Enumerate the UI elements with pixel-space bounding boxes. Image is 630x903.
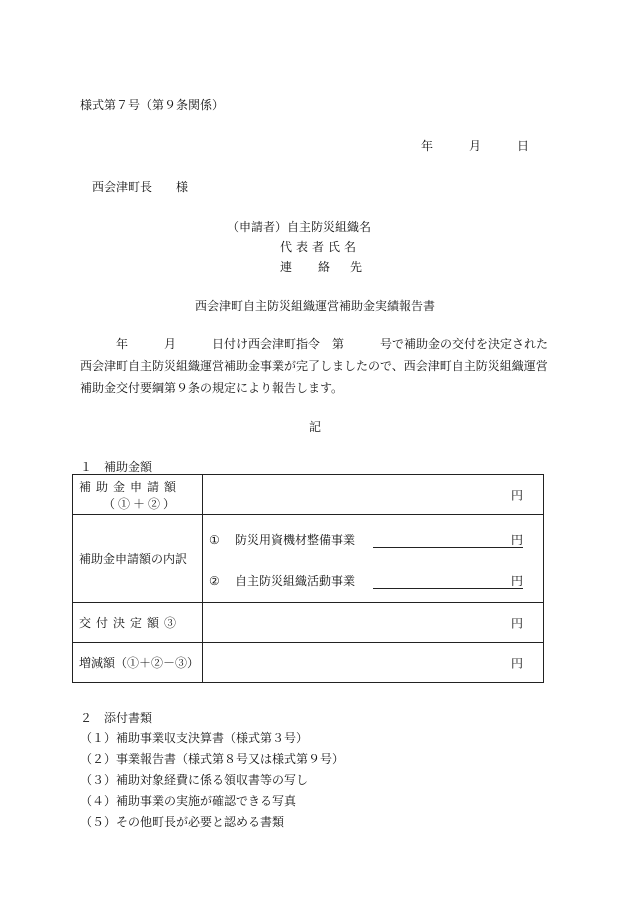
diff-value-cell[interactable]	[203, 643, 544, 683]
decided-label-cell	[73, 603, 203, 643]
table-row-apply	[73, 475, 544, 515]
item1-label: 防災用資機材整備事業	[235, 533, 356, 547]
yen-unit: 円	[510, 488, 523, 502]
attachment-item: （５）その他町長が必要と認める書類	[80, 815, 285, 829]
breakdown-label-cell	[73, 515, 203, 603]
contact-char-1: 連	[280, 260, 293, 274]
item1-amount-field[interactable]	[373, 547, 523, 548]
item2-amount-field[interactable]	[373, 588, 523, 589]
applicant-rep-label: 代表者氏名	[280, 240, 361, 254]
breakdown-value-cell	[203, 515, 544, 603]
attachment-item: （１）補助事業収支決算書（様式第３号）	[80, 731, 309, 745]
diff-label: 増減額（①＋②－③）	[79, 656, 200, 670]
attachment-item: （２）事業報告書（様式第８号又は様式第９号）	[80, 752, 345, 766]
apply-sub-label: （①＋②）	[102, 496, 178, 511]
table-row-diff	[73, 643, 544, 683]
item2-num: ②	[209, 574, 220, 588]
breakdown-label: 補助金申請額の内訳	[79, 552, 188, 566]
body-text: 年 月 日付け西会津町指令 第 号で補助金の交付を決定された西会津町自主防災組織運営補助金事業が完了しましたので、西会津町自主防災組織運営補助金交付要綱第９条の規定により報告します。	[80, 337, 549, 395]
date-day: 日	[517, 139, 530, 153]
section2-heading: ２ 添付書類	[80, 711, 153, 725]
diff-label-cell	[73, 643, 203, 683]
attachment-item: （４）補助事業の実施が確認できる写真	[80, 794, 297, 808]
table-row-decided	[73, 603, 544, 643]
yen-unit: 円	[510, 656, 523, 670]
item1-num: ①	[209, 533, 220, 547]
item1-yen: 円	[510, 533, 523, 547]
breakdown-item-2	[209, 572, 355, 589]
document-title: 西会津町自主防災組織運営補助金実績報告書	[194, 299, 435, 313]
decided-value-cell[interactable]	[203, 603, 544, 643]
contact-char-3: 先	[350, 260, 363, 274]
section1-heading: １ 補助金額	[80, 460, 153, 474]
form-number: 様式第７号（第９条関係）	[80, 98, 225, 112]
decided-label: 交付決定額③	[79, 616, 182, 630]
addressee: 西会津町長 様	[92, 180, 189, 194]
item2-label: 自主防災組織活動事業	[235, 574, 356, 588]
applicant-org-label: （申請者）自主防災組織名	[227, 220, 372, 234]
breakdown-item-1	[209, 531, 355, 548]
date-month: 月	[469, 139, 482, 153]
attachment-item: （３）補助対象経費に係る領収書等の写し	[80, 773, 309, 787]
apply-value-cell[interactable]	[203, 475, 544, 515]
ki-mark: 記	[308, 420, 321, 434]
date-year: 年	[421, 139, 434, 153]
table-row-breakdown	[73, 515, 544, 603]
yen-unit: 円	[510, 616, 523, 630]
apply-label-cell	[73, 475, 203, 515]
item2-yen: 円	[510, 574, 523, 588]
apply-label: 補助金申請額	[79, 479, 182, 494]
contact-char-2: 絡	[318, 260, 331, 274]
amount-table	[72, 474, 544, 683]
